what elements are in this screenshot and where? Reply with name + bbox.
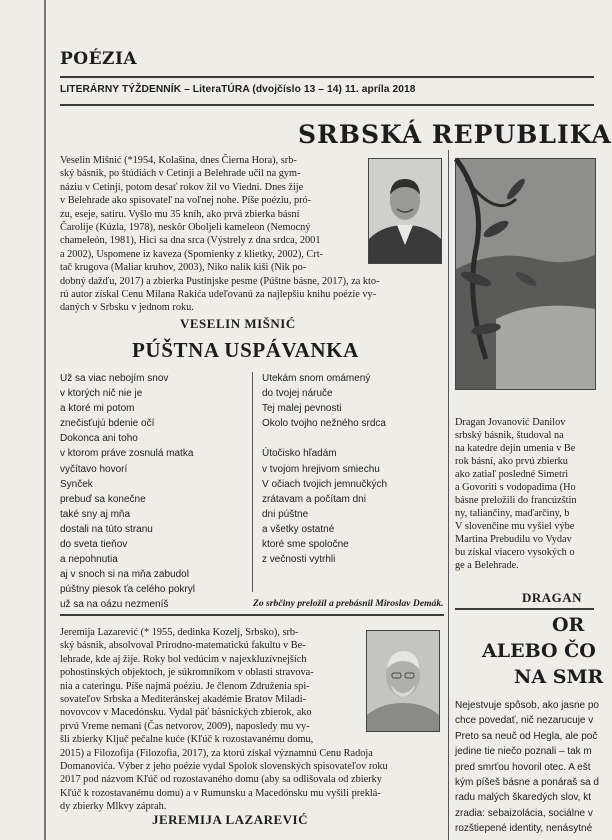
text-line: radu malých škaredých slov, kt — [455, 792, 591, 804]
poem-line: v ktorých nič nie je — [60, 388, 143, 400]
header-rule-bottom — [60, 104, 594, 106]
bio-line: daných v Srbsku v jednom roku. — [60, 302, 194, 314]
right-poem-text — [455, 698, 599, 837]
poem-line: do sveta tieňov — [60, 539, 128, 551]
section-title: POÉZIA — [60, 49, 138, 69]
poem-line: dostali na túto stranu — [60, 523, 153, 535]
text-line: jedine tie niečo poznali – tak m — [455, 746, 592, 758]
bio-line: dy zbierky Mlkvy záprah. — [60, 801, 167, 813]
poem-line: a ktoré mi potom — [60, 403, 135, 415]
bio-line: 2017 pod názvom Kľúč od rozostavaného domu (aby sa odlišovala od zbierky — [60, 774, 382, 786]
bio-line: básne preložili do francúzštin — [455, 495, 577, 506]
lazarevic-photo — [366, 630, 440, 732]
text-line: rozštiepené identity, nenásytné — [455, 823, 593, 835]
lazarevic-name: JEREMIJA LAZAREVIĆ — [152, 812, 308, 827]
poem-left-column — [60, 371, 195, 613]
poem-right-column — [262, 371, 387, 567]
poem-title: PÚŠTNA USPÁVANKA — [132, 338, 359, 362]
bio-line: rok básní, ako prvú zbierku — [455, 456, 568, 467]
poem-line: Synček — [60, 478, 93, 490]
bio-line: chameleón, 1981), Hici sa dna srca (Výstrely z dna srdca, 2001 — [60, 235, 321, 247]
bio-line: tač krugova (Maliar kruhov, 2003), Niko nalik kiši (Nik po- — [60, 262, 307, 274]
bio-line: ako zatiaľ posledné Simetri — [455, 469, 569, 480]
poem-line: púštny piesok ťa celého pokryl — [60, 584, 195, 596]
poem-line: také sny aj mňa — [60, 508, 131, 520]
poem-line: Už sa viac nebojím snov — [60, 373, 169, 384]
bio-line: Martina Prebudilu vo Vydav — [455, 534, 572, 545]
right-heading-2: ALEBO ČO — [482, 640, 596, 662]
poem-line: zrátavam a počítam dni — [262, 493, 366, 505]
bio-line: Čarolije (Kúzla, 1978), neskôr Obolјeli kameleon (Nemocný — [60, 222, 311, 234]
translator-credit: Zo srbčiny preložil a prebásnil Miroslav Demák. — [253, 598, 444, 609]
poem-line: Tej malej pevnosti — [262, 403, 342, 415]
bio-line: šli zbierky Ključ pečalne kuće (Kľúč k rozostavanému domu, — [60, 734, 314, 746]
bio-line: bu získal viacero vysokých o — [455, 547, 575, 558]
poem-line: v tvojom hrejivom smiechu — [262, 463, 380, 475]
text-line: zradia: sebaizolácia, sociálne v — [455, 807, 593, 819]
bio-line: srbský básnik, študoval na — [455, 430, 564, 441]
mismic-name: VESELIN MIŠNIĆ — [180, 316, 296, 331]
poem-line: vyčítavo hovorí — [60, 463, 128, 475]
bio-line: Jeremija Lazarević (* 1955, dedinka Kozelj, Srbsko), srb- — [60, 627, 299, 638]
poem-line: prebuď sa konečne — [60, 493, 146, 505]
bio-line: ny, taliančiny, maďarčiny, b — [455, 508, 570, 519]
bio-line: na katedre dejín umenia v Be — [455, 443, 576, 454]
bio-line: dobný dažďu, 2017) a zbierka Pustinjske pesme (Púštne básne, 2017), za kto- — [60, 275, 380, 287]
bio-line: novovcov v Macedónsku. Vydal päť básnických zbierok, ako — [60, 707, 312, 719]
poem-line: v ktorom práve zosnulá matka — [60, 448, 194, 460]
bio-line: ský básnik, absolvoval Prírodno-matematickú fakultu v Be- — [60, 640, 306, 652]
bio-line: Veselin Mišnić (*1954, Kolašina, dnes Čierna Hora), srb- — [60, 155, 297, 166]
text-line: chce povedať, nič nezarucuje v — [455, 715, 594, 727]
poem-line: Dokonca ani toho — [60, 433, 138, 445]
poem-line: V očiach tvojich jemnučkých — [262, 478, 388, 490]
bio-line: v Belehrade ako spisovateľ na voľnej nohe. Píše poéziu, pró- — [60, 195, 312, 207]
poem-line: a nepohnutia — [60, 554, 118, 566]
bio-line: náziu v Cetinji, potom desať rokov žil vo Viedni. Dnes žije — [60, 181, 304, 193]
mismic-bio-wide — [60, 275, 444, 315]
bio-line: ský básnik, po štúdiách v Cetinji a Belehrade učil na gym- — [60, 168, 301, 180]
right-heading-3: NA SMR — [514, 666, 604, 688]
lazarevic-bio — [60, 626, 360, 747]
page-title: SRBSKÁ REPUBLIKA — [298, 120, 612, 149]
bio-line: nia a cateringu. Píše najmä poéziu. Je členom Združenia spi- — [60, 680, 310, 692]
bio-line: a Govoriti s vodopadima (Ho — [455, 482, 576, 493]
right-divider — [455, 608, 594, 610]
poem-line — [262, 431, 387, 446]
jovanovic-bio — [455, 416, 594, 572]
text-line: pred smrťou hovoril otec. A ešt — [455, 761, 591, 773]
bio-line: prvú Vreme nemani (Čas netvorov, 2009), naposledy mu vy- — [60, 720, 310, 732]
page-edge — [44, 0, 46, 840]
poem-line: Utekám snom omámený — [262, 373, 371, 384]
poem-line: z večnosti vytrhli — [262, 554, 336, 566]
poem-line: Okolo tvojho nežného srdca — [262, 418, 386, 430]
lazarevic-bio-wide — [60, 747, 444, 814]
poem-line: znečisťujú bdenie očí — [60, 418, 155, 430]
text-line: Nejestvuje spôsob, ako jasne po — [455, 700, 599, 711]
poem-line: už sa na oázu nezmeníš — [60, 599, 169, 611]
issue-header: LITERÁRNY TÝŽDENNÍK – LiteraTÚRA (dvojčíslo 13 – 14) 11. apríla 2018 — [60, 84, 416, 95]
poem-line: dni púštne — [262, 508, 309, 520]
poem-line: a všetky ostatné — [262, 523, 335, 535]
bio-line: Kľúč k rozostavanému domu) a v Rumunsku a Macedónsku mu vyšili preklá- — [60, 787, 381, 799]
right-heading-1: OR — [552, 614, 585, 636]
bio-line: ge a Belehrade. — [455, 560, 519, 571]
header-rule-top — [60, 76, 594, 78]
bio-line: sovateľov Srbska a Mediteránskej akadémie Bratov Miladi- — [60, 694, 307, 706]
bio-line: zu, eseje, satiru. Vyšlo mu 35 kníh, ako prvá zbierka básní — [60, 208, 300, 220]
article-divider — [60, 614, 444, 616]
column-divider — [448, 150, 449, 840]
bio-line: lehrade, kde aj žije. Roky bol vedúcim v najexkluzívnejších — [60, 653, 307, 665]
bio-line: Dragan Jovanović Danilov — [455, 417, 566, 428]
text-line: Preto sa neuč od Hegla, ale poč — [455, 730, 598, 742]
poem-column-divider — [252, 372, 253, 592]
mismic-bio — [60, 154, 360, 275]
poem-line: ktoré sme spoločne — [262, 539, 349, 551]
bio-line: a 2002), Uspomene iz kaveza (Spomienky z klietky, 2002), Crt- — [60, 248, 323, 260]
bio-line: 2015) a Filozofija (Filozofia, 2017), za ktorú získal významnú Cenu Radoja — [60, 747, 373, 759]
mismic-photo — [368, 158, 442, 264]
jovanovic-name: DRAGAN — [522, 590, 583, 605]
landscape-photo — [455, 158, 596, 390]
poem-line: Útočisko hľadám — [262, 448, 337, 460]
poem-line: aj v snoch si na mňa zabudol — [60, 569, 189, 581]
bio-line: pohostinských objektoch, je súkromníkom v oblasti stravova- — [60, 667, 314, 679]
bio-line: rú autor získal Cenu Milana Rakića udeľovanú za najlepšiu knihu poézie vy- — [60, 289, 377, 300]
bio-line: V slovenčine mu vyšiel výbe — [455, 521, 575, 532]
bio-line: Domanovića. Výber z jeho poézie vydal Spolok slovenských spisovateľov roku — [60, 761, 388, 772]
poem-line: do tvojej náruče — [262, 388, 333, 400]
text-line: kým píšeš básne a ponáraš sa d — [455, 776, 599, 788]
